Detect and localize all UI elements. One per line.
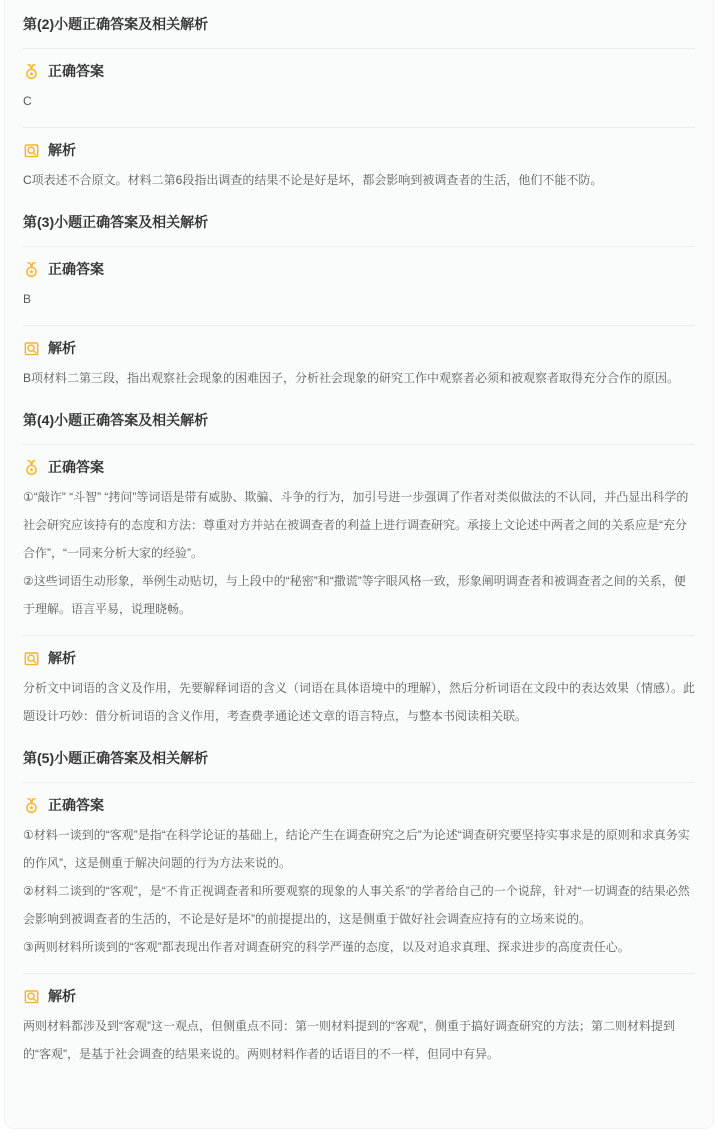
answer-text [23, 483, 695, 623]
analysis-text [23, 364, 695, 392]
section-title: 第(5)小题正确答案及相关解析 [23, 750, 209, 766]
section-question-3 [23, 212, 695, 392]
medal-icon [23, 459, 40, 476]
analysis-label: 解析 [48, 340, 76, 356]
analysis-label: 解析 [48, 650, 76, 666]
analysis-paragraph: 两则材料都涉及到“客观”这一观点，但侧重点不同：第一则材料提到的“客观”，侧重于搞好调查研究的方法；第二则材料提到的“客观”，是基于社会调查的结果来说的。两则材料作者的话语目的不一样，但同中有异。 [23, 1019, 675, 1061]
analysis-text [23, 1012, 695, 1068]
section-question-4 [23, 410, 695, 730]
magnifier-document-icon [23, 340, 40, 357]
correct-answer-header [23, 61, 695, 81]
divider [23, 325, 695, 326]
analysis-header [23, 986, 695, 1006]
answer-text [23, 285, 695, 313]
correct-answer-header [23, 457, 695, 477]
analysis-text [23, 166, 695, 194]
divider [23, 973, 695, 974]
correct-answer-label: 正确答案 [48, 261, 104, 277]
divider [23, 48, 695, 49]
section-title: 第(2)小题正确答案及相关解析 [23, 16, 209, 32]
answer-analysis-panel [4, 0, 714, 1129]
section-title: 第(3)小题正确答案及相关解析 [23, 214, 209, 230]
analysis-paragraph: 分析文中词语的含义及作用，先要解释词语的含义（词语在具体语境中的理解），然后分析词语在文段中的表达效果（情感）。此题设计巧妙：借分析词语的含义作用，考查费孝通论述文章的语言特点，与整本书阅读相关联。 [23, 681, 696, 723]
divider [23, 635, 695, 636]
medal-icon [23, 63, 40, 80]
divider [23, 127, 695, 128]
answer-paragraph: ①“敲诈” “斗智” “拷问”等词语是带有威胁、欺骗、斗争的行为，加引号进一步强调了作者对类似做法的不认同，并凸显出科学的社会研究应该持有的态度和方法：尊重对方并站在被调查者的利益上进行调查研究。承接上文论述中两者之间的关系应是“充分合作”，“一同来分析大家的经验”。 [23, 490, 689, 560]
answer-paragraph: C [23, 94, 32, 108]
answer-paragraph: ②这些词语生动形象，举例生动贴切，与上段中的“秘密”和“撒谎”等字眼风格一致，形象阐明调查者和被调查者之间的关系，便于理解。语言平易，说理晓畅。 [23, 574, 686, 616]
correct-answer-label: 正确答案 [48, 797, 104, 813]
correct-answer-header [23, 795, 695, 815]
magnifier-document-icon [23, 142, 40, 159]
magnifier-document-icon [23, 988, 40, 1005]
correct-answer-label: 正确答案 [48, 459, 104, 475]
answer-paragraph: B [23, 292, 32, 306]
section-title: 第(4)小题正确答案及相关解析 [23, 412, 209, 428]
magnifier-document-icon [23, 650, 40, 667]
answer-paragraph: ①材料一谈到的“客观”是指“在科学论证的基础上，结论产生在调查研究之后”为论述“调查研究要坚持实事求是的原则和求真务实的作风”，这是侧重于解决问题的行为方法来说的。 [23, 828, 690, 870]
correct-answer-header [23, 259, 695, 279]
section-question-5 [23, 748, 695, 1068]
analysis-text [23, 674, 695, 730]
answer-text [23, 821, 695, 961]
analysis-paragraph: B项材料二第三段，指出观察社会现象的困难因子，分析社会现象的研究工作中观察者必须和被观察者取得充分合作的原因。 [23, 371, 680, 385]
answer-paragraph: ②材料二谈到的“客观”，是“不肯正视调查者和所要观察的现象的人事关系”的学者给自己的一个说辞，针对“一切调查的结果必然会影响到被调查者的生活的，不论是好是坏”的前提提出的，这是侧重于做好社会调查应持有的立场来说的。 [23, 884, 690, 926]
analysis-header [23, 648, 695, 668]
answer-paragraph: ③两则材料所谈到的“客观”都表现出作者对调查研究的科学严谨的态度，以及对追求真理、探求进步的高度责任心。 [23, 940, 630, 954]
analysis-label: 解析 [48, 142, 76, 158]
analysis-paragraph: C项表述不合原文。材料二第6段指出调查的结果不论是好是坏，都会影响到被调查者的生活，他们不能不防。 [23, 173, 603, 187]
medal-icon [23, 261, 40, 278]
medal-icon [23, 797, 40, 814]
answer-text [23, 87, 695, 115]
analysis-header [23, 338, 695, 358]
divider [23, 444, 695, 445]
section-question-2 [23, 14, 695, 194]
analysis-header [23, 140, 695, 160]
correct-answer-label: 正确答案 [48, 63, 104, 79]
analysis-label: 解析 [48, 988, 76, 1004]
divider [23, 782, 695, 783]
divider [23, 246, 695, 247]
